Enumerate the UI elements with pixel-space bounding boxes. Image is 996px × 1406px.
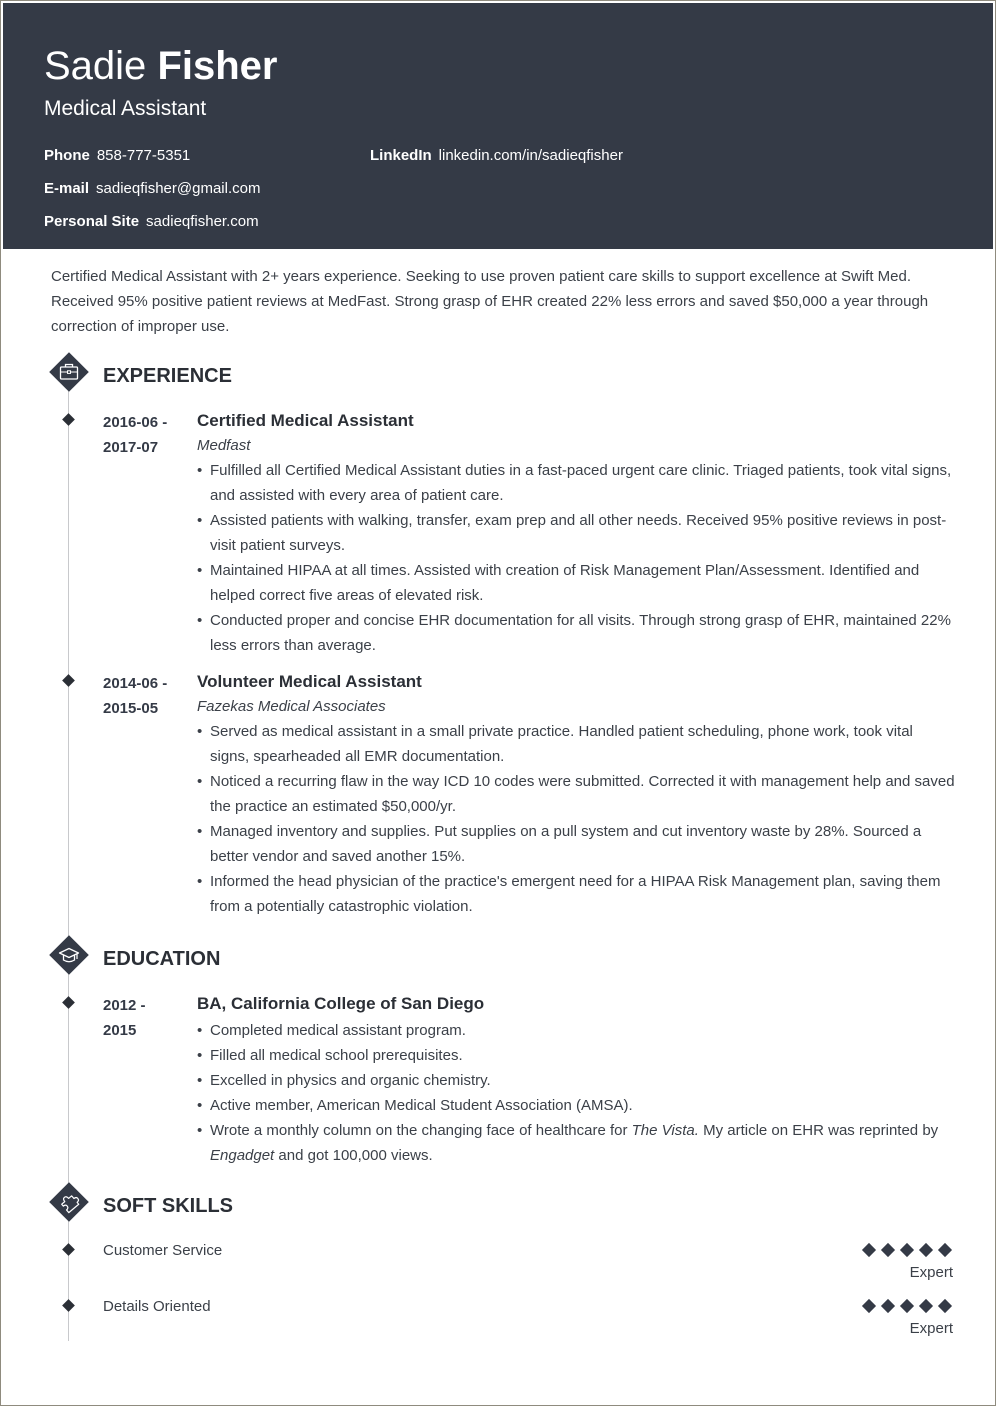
skill-rating — [853, 1242, 953, 1283]
contact-linkedin — [370, 146, 623, 166]
text-run: Wrote a monthly column on the changing face of healthcare for — [210, 1122, 632, 1139]
profile-summary: Certified Medical Assistant with 2+ years experience. Seeking to use proven patient care skills to support excellence at Swift Med. Received 95% positive patient reviews at MedFast. Strong grasp of EHR created 22% less errors and saved $50,000 a year through correction of improper use. — [51, 268, 929, 335]
rating-diamond-filled — [918, 1298, 934, 1314]
publication-name: The Vista. — [631, 1122, 699, 1139]
timeline-marker — [62, 674, 75, 687]
contact-value[interactable]: sadieqfisher.com — [146, 213, 259, 230]
list-item: • Fulfilled all Certified Medical Assistant duties in a fast-paced urgent care clinic. Triaged patients, took vital signs, and assisted with every area of patient care. — [197, 458, 955, 508]
rating-diamond-filled — [880, 1298, 896, 1314]
rating-diamond-filled — [861, 1242, 877, 1258]
last-name: Fisher — [157, 44, 278, 88]
list-item: • Managed inventory and supplies. Put supplies on a pull system and cut inventory waste by 28%. Sourced a better vendor and saved another 15%. — [197, 819, 955, 869]
education-heading: EDUCATION — [103, 948, 221, 970]
list-item: • Completed medical assistant program. — [197, 1018, 955, 1043]
contact-label: Phone — [44, 147, 90, 164]
list-item: • Filled all medical school prerequisites. — [197, 1043, 955, 1068]
rating-dots — [853, 1298, 953, 1314]
job-title: Medical Assistant — [44, 97, 207, 120]
briefcase-icon — [49, 352, 89, 392]
entry-date — [103, 671, 193, 721]
publication-name: Engadget — [210, 1147, 275, 1164]
contact-value: 858-777-5351 — [96, 147, 191, 164]
entry-date — [103, 410, 193, 460]
puzzle-piece-icon — [49, 1182, 89, 1222]
text-run: and got 100,000 views. — [274, 1147, 433, 1164]
resume-header — [3, 3, 993, 249]
date-start: 2016-06 - — [103, 414, 168, 431]
contact-email — [44, 179, 260, 199]
first-name: Sadie — [44, 44, 147, 88]
list-item: • Excelled in physics and organic chemistry. — [197, 1068, 955, 1093]
rating-diamond-filled — [880, 1242, 896, 1258]
contact-label: LinkedIn — [370, 147, 432, 164]
rating-diamond-filled — [899, 1298, 915, 1314]
list-item: • Noticed a recurring flaw in the way ICD 10 codes were submitted. Corrected it with management help and saved the practice an estimated $50,000/yr. — [197, 769, 955, 819]
experience-heading: EXPERIENCE — [103, 365, 232, 387]
contact-phone — [44, 146, 190, 166]
contact-label: E-mail — [44, 180, 90, 197]
bullet-list — [197, 1018, 955, 1168]
date-end: 2015-05 — [103, 700, 159, 717]
full-name — [44, 43, 277, 89]
list-item: • Informed the head physician of the practice's emergent need for a HIPAA Risk Management plan, saving them from a potentially catastrophic violation. — [197, 869, 955, 919]
list-item: • Active member, American Medical Student Association (AMSA). — [197, 1093, 955, 1118]
date-start: 2012 - — [103, 997, 146, 1014]
contact-value[interactable]: sadieqfisher@gmail.com — [96, 180, 261, 197]
contact-value[interactable]: linkedin.com/in/sadieqfisher — [438, 147, 623, 164]
entry-title: Certified Medical Assistant — [197, 411, 414, 430]
entry-title: Volunteer Medical Assistant — [197, 672, 422, 691]
list-item — [197, 1118, 955, 1168]
skill-level: Expert — [909, 1264, 953, 1281]
experience-entry — [197, 670, 955, 919]
entry-company: Fazekas Medical Associates — [197, 698, 386, 715]
list-item: • Served as medical assistant in a small private practice. Handled patient scheduling, phone work, took vital signs, spearheaded all EMR documentation. — [197, 719, 955, 769]
timeline-marker — [62, 996, 75, 1009]
rating-dots — [853, 1242, 953, 1258]
date-end: 2017-07 — [103, 439, 159, 456]
entry-date — [103, 993, 193, 1043]
education-entry — [197, 992, 955, 1168]
date-end: 2015 — [103, 1022, 137, 1039]
skill-rating — [853, 1298, 953, 1339]
timeline-marker — [62, 1243, 75, 1256]
contact-label: Personal Site — [44, 213, 140, 230]
skill-name: Customer Service — [103, 1242, 223, 1259]
bullet-list — [197, 458, 955, 658]
bullet-list — [197, 719, 955, 919]
rating-diamond-filled — [899, 1242, 915, 1258]
entry-company: Medfast — [197, 437, 251, 454]
timeline-marker — [62, 1299, 75, 1312]
entry-title: BA, California College of San Diego — [197, 994, 485, 1013]
rating-diamond-filled — [918, 1242, 934, 1258]
soft-skills-heading: SOFT SKILLS — [103, 1195, 233, 1217]
list-item: • Maintained HIPAA at all times. Assisted with creation of Risk Management Plan/Assessment. Identified and helped correct five areas of elevated risk. — [197, 558, 955, 608]
rating-diamond-filled — [937, 1298, 953, 1314]
date-start: 2014-06 - — [103, 675, 168, 692]
list-item: • Conducted proper and concise EHR documentation for all visits. Through strong grasp of EHR, maintained 22% less errors than average. — [197, 608, 955, 658]
skill-level: Expert — [909, 1320, 953, 1337]
graduation-cap-icon — [49, 935, 89, 975]
rating-diamond-filled — [937, 1242, 953, 1258]
timeline-marker — [62, 413, 75, 426]
text-run: My article on EHR was reprinted by — [698, 1122, 939, 1139]
experience-entry — [197, 409, 955, 658]
list-item: • Assisted patients with walking, transfer, exam prep and all other needs. Received 95% positive reviews in post-visit patient surveys. — [197, 508, 955, 558]
skill-name: Details Oriented — [103, 1298, 211, 1315]
rating-diamond-filled — [861, 1298, 877, 1314]
contact-site — [44, 212, 259, 232]
